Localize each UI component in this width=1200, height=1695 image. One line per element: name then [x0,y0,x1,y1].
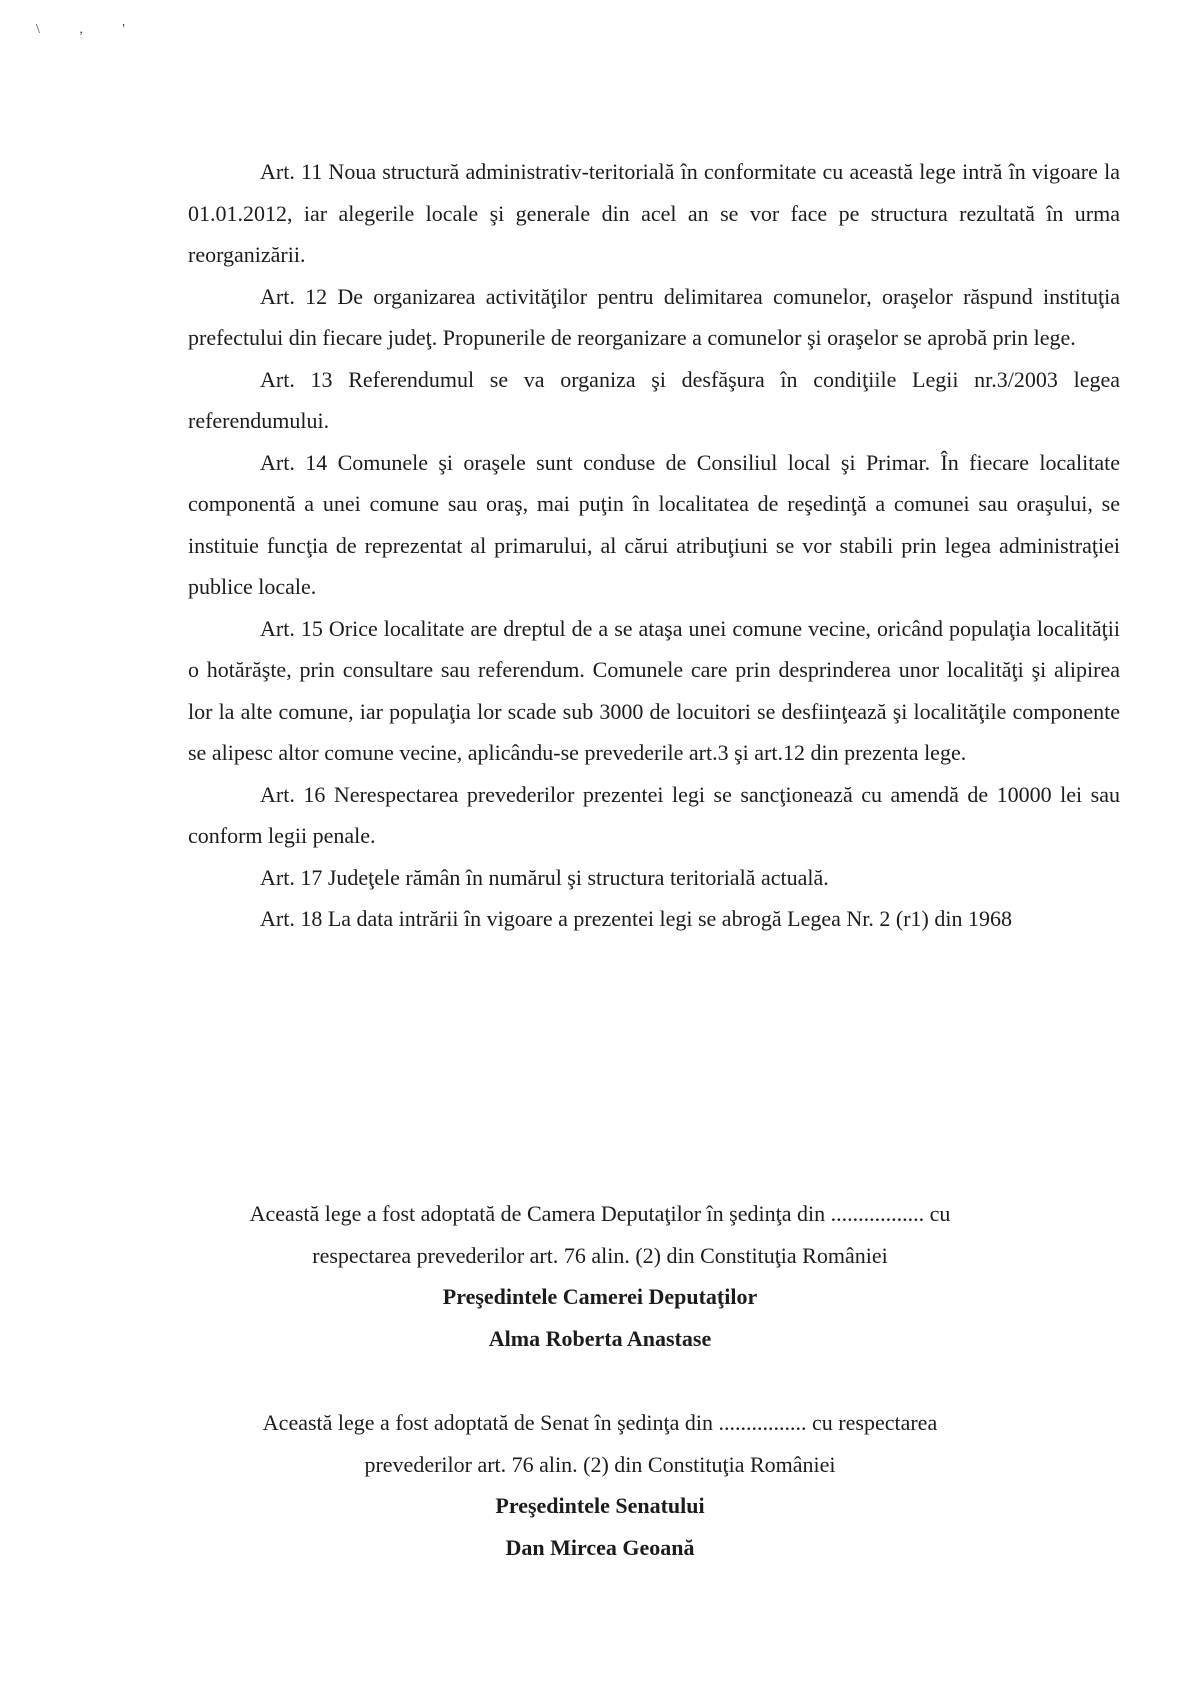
articles-section [188,151,1120,940]
article-13: Art. 13 Referendumul se va organiza şi desfăşura în condiţiile Legii nr.3/2003 legea referendumului. [188,366,1120,433]
article-15: Art. 15 Orice localitate are dreptul de a se ataşa unei comune vecine, oricând populaţia localităţii o hotărăşte, prin consultare sau referendum. Comunele care prin desprinderea unor localităţi şi alipirea lor la alte comune, iar populaţia lor scade sub 3000 de locuitori se desfiinţează şi localităţile componente se alipesc altor comune vecine, aplicându-se prevederile art.3 şi art.12 din prezenta lege. [188,615,1120,765]
chamber-adoption-line-2: respectarea prevederilor art. 76 alin. (2) din Constituţia României [312,1242,888,1268]
senate-adoption-line-2: prevederilor art. 76 alin. (2) din Constituţia României [364,1451,836,1477]
article-18: Art. 18 La data intrării în vigoare a prezentei legi se abrogă Legea Nr. 2 (r1) din 1968 [260,906,1012,931]
article-14: Art. 14 Comunele şi oraşele sunt conduse de Consiliul local şi Primar. În fiecare localitate componentă a unei comune sau oraş, mai puţin în localitatea de reşedinţă a comunei sau oraşului, se instituie funcţia de reprezentat al primarului, al cărui atribuţiuni se vor stabili prin legea administraţiei publice locale. [188,449,1120,599]
senate-president-title: Preşedintele Senatului [495,1493,705,1518]
scan-marks: \ , ' [36,22,143,37]
article-11: Art. 11 Noua structură administrativ-teritorială în conformitate cu această lege intră în vigoare la 01.01.2012, iar alegerile locale şi generale din acel an se vor face pe structura rezultată în urma reorganizării. [188,159,1120,267]
article-12: Art. 12 De organizarea activităţilor pentru delimitarea comunelor, oraşelor răspund instituţia prefectului din fiecare judeţ. Propunerile de reorganizare a comunelor şi oraşelor se aprobă prin lege. [188,283,1120,350]
article-17: Art. 17 Judeţele rămân în numărul şi structura teritorială actuală. [260,864,829,890]
chamber-adoption-block [0,1193,1200,1359]
chamber-adoption-line-1: Această lege a fost adoptată de Camera Deputaţilor în şedinţa din ................. cu [249,1201,951,1226]
senate-adoption-block [0,1402,1200,1568]
chamber-president-title: Preşedintele Camerei Deputaţilor [442,1284,758,1309]
article-16: Art. 16 Nerespectarea prevederilor prezentei legi se sancţionează cu amendă de 10000 lei sau conform legii penale. [188,781,1120,848]
senate-president-name: Dan Mircea Geoană [505,1534,695,1560]
senate-adoption-line-1: Această lege a fost adoptată de Senat în şedinţa din ................ cu respectarea [262,1410,938,1435]
chamber-president-name: Alma Roberta Anastase [488,1325,712,1351]
